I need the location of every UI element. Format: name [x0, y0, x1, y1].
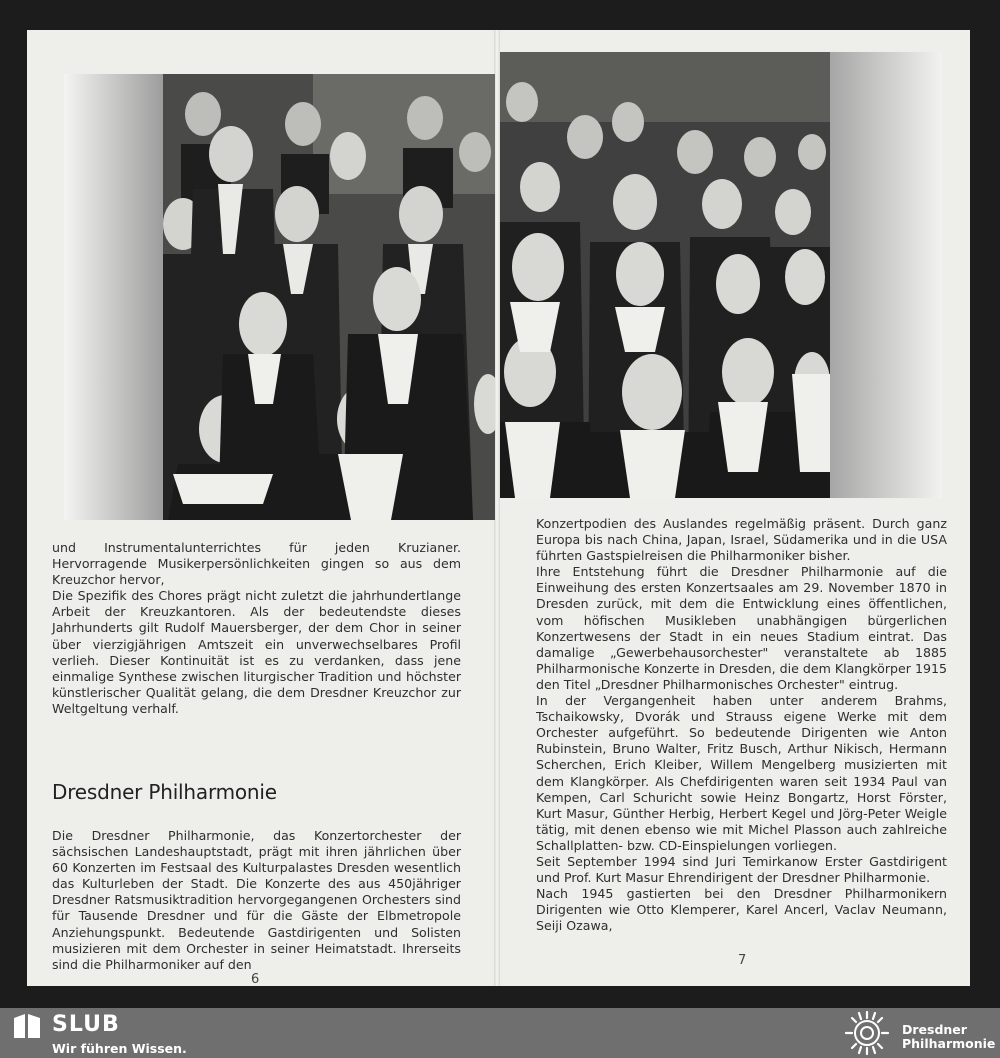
right-paragraph: Seit September 1994 sind Juri Temirkanow Erster Gastdirigent und Prof. Kurt Masur Ehrendirigent der Dresdner Philharmonie.	[536, 853, 947, 886]
left-photo-gradient	[64, 74, 164, 520]
right-paragraph: Ihre Entstehung führt die Dresdner Philharmonie auf die Einweihung des ersten Konzertsaales am 29. November 1870 in Dresden zurück, mit dem die Entwicklung eines öffentlichen, vom höfischen Musikleben unabhängigen bürgerlichen Konzertwesens der Stadt in ein neues Stadium eintrat. Das damalige „Gewerbehausorchester" veranstaltete ab 1885 Philharmonische Konzerte in Dresden, die dem Klangkörper 1915 den Titel „Dresdner Philharmonisches Orchester" eintrug.	[536, 564, 947, 692]
right-photo-gradient	[830, 52, 942, 498]
page-number-left: 6	[251, 972, 260, 987]
dp-name-line1: Dresdner	[902, 1022, 967, 1037]
dresdner-philharmonie-logo-text[interactable]	[902, 1023, 995, 1051]
slub-book-icon[interactable]	[12, 1012, 42, 1040]
choir-photo-left-image	[163, 74, 495, 520]
left-paragraph-bottom	[52, 828, 461, 973]
page-number-right: 7	[738, 953, 747, 968]
right-choir-photo	[500, 52, 830, 498]
choir-photo-right-image	[500, 52, 830, 498]
dresdner-philharmonie-logo-icon[interactable]	[840, 1010, 894, 1056]
left-paragraph-bottom-text: Die Dresdner Philharmonie, das Konzertorchester der sächsischen Landeshauptstadt, prägt mit ihren jährlichen über 60 Konzerten im Festsaal des Kulturpalastes Dresden wesentlich das Kulturleben der Stadt. Die Konzerte des aus 450jähriger Dresdner Ratsmusiktradition hervorgegangenen Orchesters sind für Tausende Dresdner und für die Gäste der Elbmetropole Anziehungspunkt. Bedeutende Gastdirigenten und Solisten musizieren mit dem Orchester in seiner Heimatstadt. Ihrerseits sind die Philharmoniker auf den	[52, 828, 461, 972]
slub-tagline: Wir führen Wissen.	[52, 1041, 187, 1056]
left-paragraph-top-text: und Instrumentalunterrichtes für jeden Kruzianer. Hervorragende Musikerpersönlichkeiten gingen so aus dem Kreuzchor hervor, Die Spezifik des Chores prägt nicht zuletzt die jahrhundertlange Arbeit der Kreuzkantoren. Als der bedeutendste dieses Jahrhunderts gilt Rudolf Mauersberger, der dem Chor in seiner über vierzigjährigen Amtszeit ein unverwechselbares Profil verlieh. Dieser Kontinuität ist es zu verdanken, dass jene einmalige Synthese zwischen liturgischer Tradition und höchster künstlerischer Qualität gelang, die dem Dresdner Kreuzchor zur Weltgeltung verhalf.	[52, 540, 461, 716]
slub-logo-text[interactable]: SLUB	[52, 1012, 120, 1037]
right-text-column	[536, 516, 947, 934]
section-heading: Dresdner Philharmonie	[52, 780, 277, 804]
left-choir-photo	[163, 74, 495, 520]
right-paragraph: Nach 1945 gastierten bei den Dresdner Philharmonikern Dirigenten wie Otto Klemperer, Karel Ancerl, Vaclav Neumann, Seiji Ozawa,	[536, 886, 947, 934]
right-paragraph: Konzertpodien des Auslandes regelmäßig präsent. Durch ganz Europa bis nach China, Japan, Israel, Südamerika und in die USA führten Gastspielreisen die Philharmoniker bisher.	[536, 516, 947, 564]
right-paragraph: In der Vergangenheit haben unter anderem Brahms, Tschaikowsky, Dvorák und Strauss eigene Werke mit dem Orchester aufgeführt. So bedeutende Dirigenten wie Anton Rubinstein, Bruno Walter, Fritz Busch, Arthur Nikisch, Hermann Scherchen, Erich Kleiber, Willem Mengelberg musizierten mit dem Klangkörper. Als Chefdirigenten waren seit 1934 Paul van Kempen, Carl Schuricht sowie Heinz Bongartz, Horst Förster, Kurt Masur, Günther Herbig, Herbert Kegel und Jörg-Peter Weigle tätig, mit denen ebenso wie mit Michel Plasson auch zahlreiche Schallplatten- bzw. CD-Einspielungen vorliegen.	[536, 693, 947, 853]
left-paragraph-top	[52, 540, 461, 717]
dp-name-line2: Philharmonie	[902, 1036, 996, 1051]
